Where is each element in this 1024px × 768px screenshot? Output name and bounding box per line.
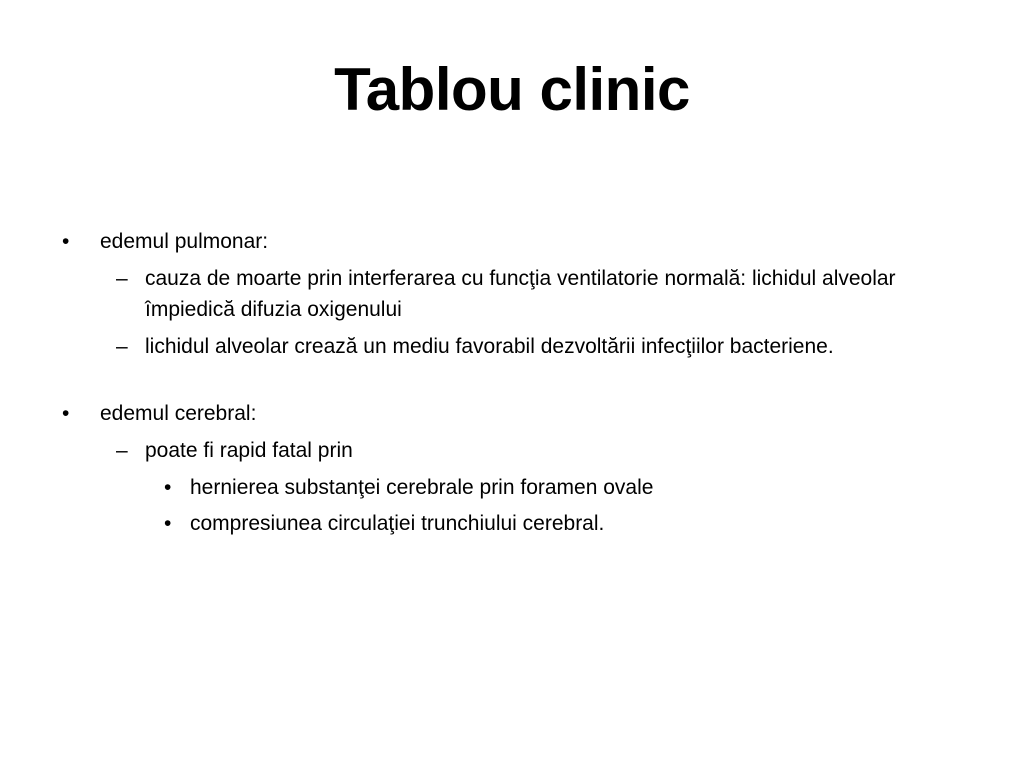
bullet-text: compresiunea circulaţiei trunchiului cerebral. bbox=[190, 512, 605, 535]
dash-marker: – bbox=[116, 335, 128, 358]
dash-marker: – bbox=[116, 267, 128, 290]
bullet-marker: • bbox=[164, 512, 172, 535]
bullet-text: edemul pulmonar: bbox=[100, 230, 269, 253]
bullet-marker: • bbox=[164, 476, 172, 499]
bullet-marker: • bbox=[62, 402, 70, 425]
bullet-text: edemul cerebral: bbox=[100, 402, 257, 425]
bullet-text: poate fi rapid fatal prin bbox=[145, 439, 353, 462]
bullet-marker: • bbox=[62, 230, 70, 253]
slide-title: Tablou clinic bbox=[334, 56, 690, 123]
bullet-text: cauza de moarte prin interferarea cu funcţia ventilatorie normală: lichidul alveolar împiedică difuzia oxigenului bbox=[145, 267, 896, 321]
dash-marker: – bbox=[116, 439, 128, 462]
bullet-text: lichidul alveolar crează un mediu favorabil dezvoltării infecţiilor bacteriene. bbox=[145, 335, 834, 358]
bullet-text: hernierea substanţei cerebrale prin foramen ovale bbox=[190, 476, 654, 499]
